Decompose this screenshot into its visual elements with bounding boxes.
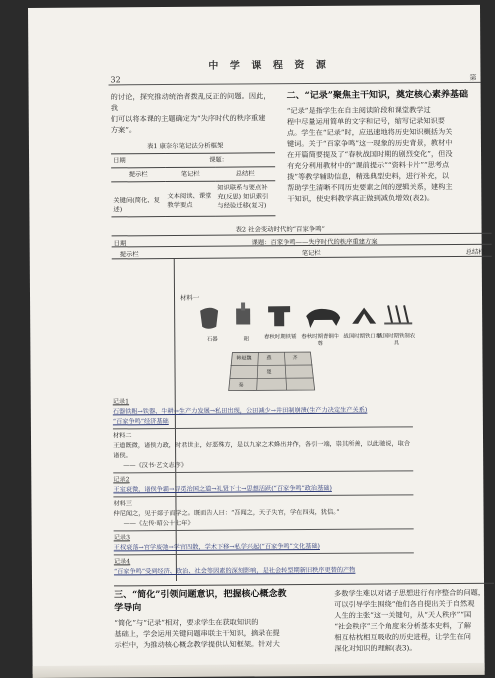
material1-label: 材料一 xyxy=(179,293,200,302)
table1-cell-notes: 文本阅读、课堂教学要点 xyxy=(165,181,215,216)
table2-date-label: 日期 xyxy=(113,240,127,248)
table1-col-summary: 总结栏 xyxy=(215,167,275,181)
page-number: 32 xyxy=(110,75,121,85)
iron-farm-tools-icon xyxy=(384,305,412,323)
record4-text: “百家争鸣”受到经济、政治、社会等因素的深刻影响，是社会转型期新旧秩序更替的产物 xyxy=(113,566,356,576)
record3-text: 王权衰落→官学废弛→学官四散，学术下移→私学兴起(“百家争鸣”文化基础) xyxy=(113,542,320,552)
table1 xyxy=(111,152,275,217)
left-intro-text xyxy=(111,90,271,135)
table1-topic-label: 课题： xyxy=(165,153,275,168)
text-line: 干知识，使史料教学真正做到减负增效(表2)。 xyxy=(287,193,435,204)
table1-date-label: 日期 xyxy=(111,154,165,168)
record3-label: 记录3 xyxy=(113,534,131,542)
text-line: “社会秩序”三个角度来分析基本史料，了解 xyxy=(334,620,472,631)
stone-tool-icon xyxy=(200,308,218,329)
map-cell: 齐 xyxy=(292,355,298,362)
text-line: 多数学生难以对诸子思想进行有序整合的问题， xyxy=(334,587,486,598)
table2-topic: 课题：百家争鸣——失序时代的秩序重建方案 xyxy=(251,238,378,247)
material2-text: 王道既微，诸侯力政，时君世主，好恶殊方，是以九家之术蜂出并作，各引一端，崇其所善，以此驰说，取合诸侯。 xyxy=(113,440,411,460)
table2-header-row xyxy=(112,245,492,260)
material1-artifact-strip xyxy=(196,301,416,333)
text-line: 相互枯枕相互吸收的历史进程，让学生在问 xyxy=(334,631,472,642)
record2-label: 记录2 xyxy=(113,476,130,484)
text-line: 可以引导学生围绕“他们各自提出关于自然观 xyxy=(334,598,475,609)
material3-text: 仲尼闻之，见于郯子而学之。既而告人曰：“吾闻之，天子失官，学在四夷，犹信。” xyxy=(113,508,340,518)
material2-label: 材料二 xyxy=(112,432,132,440)
material2-source: ——《汉书·艺文志序》 xyxy=(123,461,188,470)
section3-left xyxy=(114,588,292,650)
page-bottom-edge xyxy=(33,663,485,678)
table2-caption: 表2 社会变动时代的“百家争鸣” xyxy=(235,224,325,234)
section3-heading: 三、“简化”引领问题意识，把握核心概念教学导向 xyxy=(114,589,287,614)
table1-cell-summary: 知识联系与要点补充(反思) 知识索引与经验迁移(复习) xyxy=(215,181,275,216)
text-line: 有充分利用教材中的“课前提示”“资料卡片”“思考点 xyxy=(287,160,450,171)
header-right-fragment: 第 xyxy=(469,73,477,82)
icon-label-ox: 春秋时期青铜牛尊 xyxy=(301,333,340,347)
record2-text: 王室衰微，诸侯争霸→寻觅治国之道→礼贤下士→思想活跃(“百家争鸣”政治基础) xyxy=(113,484,332,494)
map-cell: 燕 xyxy=(266,355,272,362)
record1-tag: “百家争鸣”经济基础 xyxy=(112,418,169,426)
text-line: 示栏中，为推动核心概念教学提供认知框架。针对大 xyxy=(114,639,280,650)
material3-source: ——《左传·昭公十七年》 xyxy=(123,519,194,528)
records-block xyxy=(113,395,414,577)
text-line: 人生的主张”这一关键句，从“天人秩序”“国 xyxy=(334,609,472,620)
text-line: 深化对知识的理解(表3)。 xyxy=(334,643,417,653)
text-line: 基础上，学会运用关键问题串联主干知识，摘录在提 xyxy=(114,628,280,639)
table2-col-notes: 笔记栏 xyxy=(301,249,321,258)
map-cell: 韩赵魏 xyxy=(236,355,252,362)
map-cell: 楚 xyxy=(266,369,272,376)
record4-label: 记录4 xyxy=(113,558,131,566)
table1-caption: 表1 康奈尔笔记法分析框架 xyxy=(146,141,224,151)
icon-label-iron-spade: 春秋时期铁锸 xyxy=(264,334,297,341)
table1-cell-keywords: 关键问(简化、复述) xyxy=(111,182,165,217)
material3-label: 材料三 xyxy=(113,500,133,508)
icon-label-farm-tools: 战国时期铁制农具 xyxy=(377,333,416,347)
text-line: “简化”与“记录”相对，要求学生在获取知识的 xyxy=(114,617,259,628)
text-line: 点。学生在“记录”时，应迅速地将历史知识概括为关 xyxy=(286,127,453,138)
table1-col-cue: 提示栏 xyxy=(111,168,165,182)
text-line: 在开篇简要提及了“春秋战国时期的剧烈变化”，但没 xyxy=(286,149,453,160)
record1-text: 石器铁耜→铁器、牛耕→生产力发展→私田出现，公田减少→井田制崩溃(生产力决定生产关系) xyxy=(112,406,368,416)
table1-col-notes: 笔记栏 xyxy=(165,167,215,181)
bronze-ox-icon xyxy=(306,309,340,328)
section3-right xyxy=(334,587,486,654)
section2-heading: 二、“记录”聚焦主干知识，奠定核心素养基础 xyxy=(286,89,469,102)
record1-label: 记录1 xyxy=(112,398,130,406)
table2-col-summary: 总结栏 xyxy=(465,248,485,256)
right-column xyxy=(287,89,482,204)
iron-plough-icon xyxy=(352,308,376,324)
icon-label-stone: 石器 xyxy=(206,336,218,343)
well-field-map xyxy=(226,348,316,395)
icon-label-spade: 耜 xyxy=(243,336,250,343)
header-rule xyxy=(109,82,481,86)
text-line: 键词。关于“百家争鸣”这一现象的历史背景，教材中 xyxy=(286,138,453,149)
text-line: 程中尽量运用简单的文字和记号，缩写记录知识要 xyxy=(286,116,445,127)
spade-icon xyxy=(236,302,250,324)
text-line: 方案”。 xyxy=(110,125,137,135)
document-page xyxy=(28,5,485,674)
text-line: 拨”等教学辅助信息，精选典型史料，进行补充，以 xyxy=(287,171,450,182)
text-line: “记录”是指学生在自主阅读阶段和课堂教学过 xyxy=(286,105,431,116)
journal-title: 中 学 课 程 资 源 xyxy=(208,59,330,72)
table2-col-cue: 提示栏 xyxy=(119,251,139,259)
icon-label-plough: 战国时期铁口犁 xyxy=(343,333,382,340)
text-line: 的讨论，探究推动统治者拨乱反正的问题。因此，我 xyxy=(110,91,271,113)
text-line: 们可以将本课的主题确定为“失序时代的秩序重建 xyxy=(110,113,266,124)
text-line: 帮助学生清晰不同历史要素之间的逻辑关系，建构主 xyxy=(287,182,453,193)
iron-spade-icon xyxy=(268,306,290,326)
map-cell: 秦 xyxy=(238,382,244,389)
